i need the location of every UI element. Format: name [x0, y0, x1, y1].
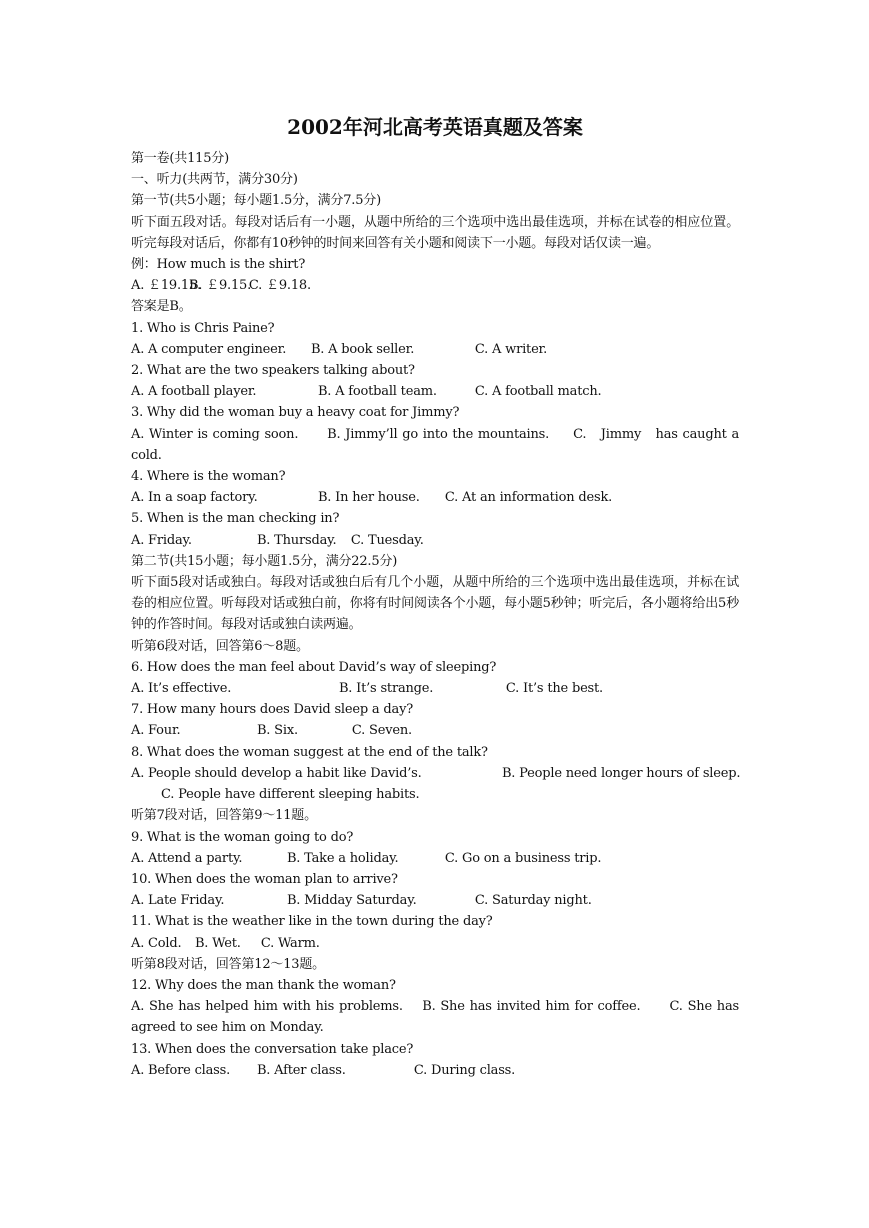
part1-heading: 第一节(共5小题；每小题1.5分，满分7.5分): [131, 193, 381, 209]
option-c: C. During class.: [413, 1062, 516, 1078]
option-a: A. People should develop a habit like David’s.: [131, 765, 422, 781]
option-c: C. At an information desk.: [444, 490, 613, 506]
option-b: B. Take a holiday.: [286, 850, 399, 866]
option-c: C. Tuesday.: [350, 532, 424, 548]
option-a: A. A computer engineer.: [131, 341, 287, 357]
example-answer: 答案是B。: [131, 299, 192, 315]
question-5-options: [131, 530, 739, 551]
question-1-options: [131, 339, 739, 360]
option-b: B. In her house.: [317, 490, 420, 506]
question-4-options: [131, 487, 739, 508]
option-b: B. A book seller.: [310, 341, 415, 357]
option-b: B. Wet.: [194, 935, 241, 951]
option-a: A. Friday.: [131, 532, 192, 548]
question-2-options: [131, 381, 739, 402]
option-a: A. Four.: [131, 723, 181, 739]
question-11: 11. What is the weather like in the town during the day?: [131, 914, 493, 930]
question-5: 5. When is the man checking in?: [131, 511, 340, 527]
volume-heading: 第一卷(共115分): [131, 151, 229, 166]
question-6-options: [131, 678, 739, 699]
option-b: B. After class.: [256, 1062, 346, 1078]
page-title: 2002年河北高考英语真题及答案: [287, 115, 583, 139]
question-3-options: A. Winter is coming soon. B. Jimmy’ll go into the mountains. C. Jimmy has caught a cold.: [131, 426, 743, 463]
option-a: A. In a soap factory.: [131, 490, 258, 506]
part2-instructions: 听下面5段对话或独白。每段对话或独白后有几个小题，从题中所给的三个选项中选出最佳选项，并标在试卷的相应位置。听每段对话或独白前，你将有时间阅读各个小题，每小题5秒钟；听完后，各小题将给出5秒钟的作答时间。每段对话或独白读两遍。: [131, 575, 739, 633]
example-option-c: C. ￡9.18.: [248, 278, 311, 294]
option-b: B. Midday Saturday.: [286, 893, 417, 909]
question-7-options: [131, 720, 739, 741]
question-9-options: [131, 848, 739, 869]
option-a: A. A football player.: [131, 384, 257, 400]
question-10-options: [131, 890, 739, 911]
question-12: 12. Why does the man thank the woman?: [131, 977, 396, 993]
exam-body: [131, 148, 743, 1081]
question-2: 2. What are the two speakers talking about?: [131, 363, 415, 379]
option-a: A. It’s effective.: [131, 681, 232, 697]
question-4: 4. Where is the woman?: [131, 469, 286, 485]
dialogue-8-heading: 听第8段对话，回答第12～13题。: [131, 956, 325, 972]
dialogue-6-heading: 听第6段对话，回答第6～8题。: [131, 638, 309, 654]
option-b: B. Six.: [256, 723, 298, 739]
option-a: A. Late Friday.: [131, 893, 225, 909]
question-8-options: [131, 763, 739, 784]
dialogue-7-heading: 听第7段对话，回答第9～11题。: [131, 808, 317, 824]
example-question: 例：How much is the shirt?: [131, 257, 306, 273]
question-11-options: [131, 933, 739, 954]
example-option-a: A. ￡19.15.: [131, 278, 202, 294]
option-a: A. Before class.: [131, 1062, 231, 1078]
example-options: [131, 275, 739, 296]
option-c: C. Warm.: [260, 935, 320, 951]
question-13: 13. When does the conversation take place?: [131, 1041, 414, 1057]
question-6: 6. How does the man feel about David’s way of sleeping?: [131, 659, 497, 675]
option-b: B. Thursday.: [256, 532, 337, 548]
option-b: B. A football team.: [317, 384, 437, 400]
option-b: B. It’s strange.: [338, 681, 434, 697]
question-8: 8. What does the woman suggest at the end of the talk?: [131, 744, 488, 760]
question-13-options: [131, 1060, 739, 1081]
option-c: C. A writer.: [474, 341, 548, 357]
option-c: C. It’s the best.: [505, 681, 603, 697]
option-c: C. Saturday night.: [474, 893, 592, 909]
option-c: C. Go on a business trip.: [444, 850, 602, 866]
option-c: C. A football match.: [474, 384, 602, 400]
question-7: 7. How many hours does David sleep a day?: [131, 702, 413, 718]
section-heading: 一、听力(共两节，满分30分): [131, 172, 298, 188]
option-a: A. Attend a party.: [131, 850, 243, 866]
question-10: 10. When does the woman plan to arrive?: [131, 871, 398, 887]
exam-page: [131, 112, 743, 1081]
question-3: 3. Why did the woman buy a heavy coat for Jimmy?: [131, 405, 460, 421]
part2-heading: 第二节(共15小题；每小题1.5分，满分22.5分): [131, 553, 398, 569]
example-option-b: B. ￡9.15.: [188, 278, 252, 294]
question-8-option-c: C. People have different sleeping habits.: [161, 787, 420, 803]
option-b: B. People need longer hours of sleep.: [501, 765, 741, 781]
option-c: C. Seven.: [351, 723, 412, 739]
part1-instructions: 听下面五段对话。每段对话后有一小题，从题中所给的三个选项中选出最佳选项，并标在试卷的相应位置。听完每段对话后，你都有10秒钟的时间来回答有关小题和阅读下一小题。每段对话仅读一遍。: [131, 214, 739, 251]
option-a: A. Cold.: [131, 935, 182, 951]
question-1: 1. Who is Chris Paine?: [131, 320, 275, 336]
question-12-options: A. She has helped him with his problems. B. She has invited him for coffee. C. She has agreed to see him on Monday.: [131, 999, 743, 1036]
question-9: 9. What is the woman going to do?: [131, 829, 354, 845]
